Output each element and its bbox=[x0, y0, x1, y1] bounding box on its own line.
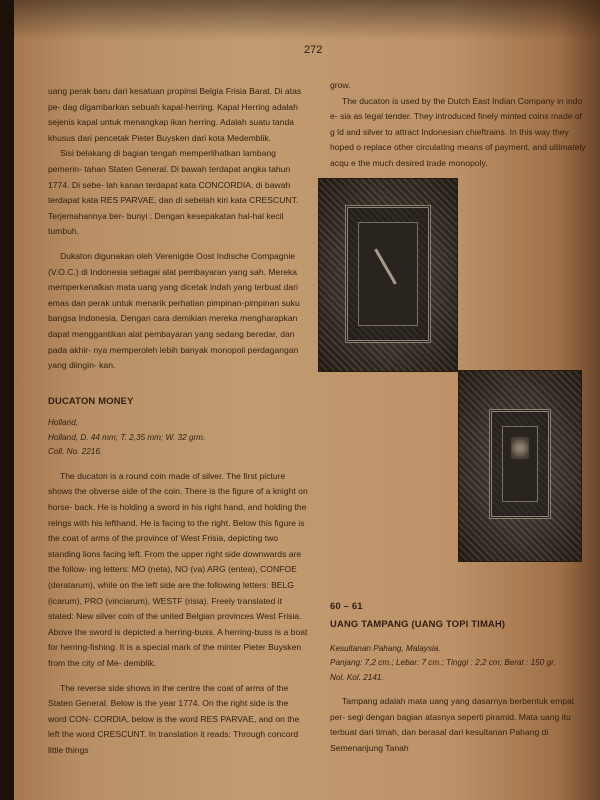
paragraph: The ducaton is used by the Dutch East Indian Company in indo e- sia as legal tender. They introduced finely minted coins made of g ld and silver to attract Indonesian chieftrains. In this way they hoped o replace other circulating means of payment, and ultimately acqu e the much desired trade monopoly. bbox=[330, 95, 586, 168]
specimen-dimensions: Panjang: 7,2 cm.; Lebar: 7 cm.; Tinggi : 2,2 cm; Berat : 150 gr. bbox=[330, 658, 556, 668]
section-heading: DUCATON MONEY bbox=[48, 394, 134, 406]
coin-relief-inner bbox=[358, 222, 418, 326]
specimen-origin: Holland, bbox=[48, 418, 79, 428]
collection-number: Coll. No. 2216. bbox=[48, 447, 103, 457]
paragraph: uang perak baru dari kesatuan propinsi Belgia Frisia Barat. Di atas pe- dag digambarkan sebuah kapal-herring. Kapal Herring adalah sejenis kapal untuk menangkap ikan herring. Adalah suatu tanda khusus dari pencetak Pieter Buysken dari kota Medemblik. bbox=[48, 86, 302, 143]
specimen-dimensions: Holland, D. 44 mm; T. 2,35 mm; W. 32 grm. bbox=[48, 432, 206, 442]
paragraph: Sisi belakang di bagian tengah memperlihatkan lambang pemerin- tahan Staten General. Di bawah terdapat angka tahun 1774. Di sebe- lah kanan terdapat kata CONCORDIA, di bawah terdapat kata RES PARVAE, dan di sebelah kiri kata CRESCUNT. Terjemahannya ber- bunyi : Dengan kesepakatan hal-hal kecil tumbuh. bbox=[48, 148, 299, 237]
coin-photo-reverse bbox=[458, 370, 582, 562]
paragraph: The reverse side shows in the centre the coat of arms of the Staten General. Below is the year 1774. On the right side is the word CON- CORDIA, below is the word RES PARVAE, and on the left the word CRESCUNT. In translation it reads: Through concord little things bbox=[48, 682, 300, 755]
knight-figure bbox=[374, 233, 423, 284]
paragraph: grow. bbox=[330, 80, 351, 90]
coin-relief-inner bbox=[502, 426, 538, 502]
specimen-origin: Kesultanan Pahang, Malaysia. bbox=[330, 643, 441, 653]
paragraph: Tampang adalah mata uang yang dasarnya berbentuk empat per- segi dengan bagian atasnya seperti piramid. Mata uang itu terbuat dari timah, dan berasal dari kesultanan Pahang di Semenanjung Tanah bbox=[330, 696, 575, 754]
collection-number: Nol. Kol. 2141. bbox=[330, 672, 384, 682]
page-number: 272 bbox=[304, 44, 323, 56]
coin-relief-frame bbox=[345, 205, 431, 343]
paragraph: Dukaton digunakan oleh Verenigde Oost Indische Compagnie (V.O.C.) di Indonesia sebagai alat pembayaran yang sah. Mereka memperkenalkan mata uang yang dicetak indah yang terbuat dari emas dan perak untuk menarik perhatian pimpinan-pimpinan suku bangsa Indonesia. Dengan cara demikian mereka mengharapkan dapat menggantikan alat pembayaran yang sedang beredar, dan pada akhir- nya memperoleh lebih banyak monopoli perdagangan yang diingin- kan. bbox=[48, 250, 300, 371]
section-heading: UANG TAMPANG (UANG TOPI TIMAH) bbox=[330, 618, 506, 630]
coat-of-arms-emblem bbox=[511, 437, 529, 459]
paragraph: The ducaton is a round coin made of silver. The first picture shows the obverse side of the coin. There is the figure of a knight on horse- back. He is holding a sword in his right hand, and holding the reings with his lefthand. He is facing to the right. Below this figure is the coat of arms of the province of West Frisia, depicting two standing lions facing left. From the upper right side downwards are the follow- ing letters: MO (neta), NO (va) ARG (entea), CONFOE (deratarum), while on the left side are the following letters: BELG (icarum), PRO (vinciarum), WESTF (risia). Freely translated it stated: New silver coin of the united Belgian provinces West Frisia. Above the sword is depicted a herring-buss. A herring-buss is a boat for herring-fishing. It is a special mark of the minter Pieter Buysken from the city of Me- demblik. bbox=[48, 470, 308, 668]
coin-photo-obverse bbox=[318, 178, 458, 372]
left-column bbox=[48, 84, 308, 758]
figure-number: 60 – 61 bbox=[330, 599, 363, 611]
coin-relief-frame bbox=[489, 409, 551, 519]
